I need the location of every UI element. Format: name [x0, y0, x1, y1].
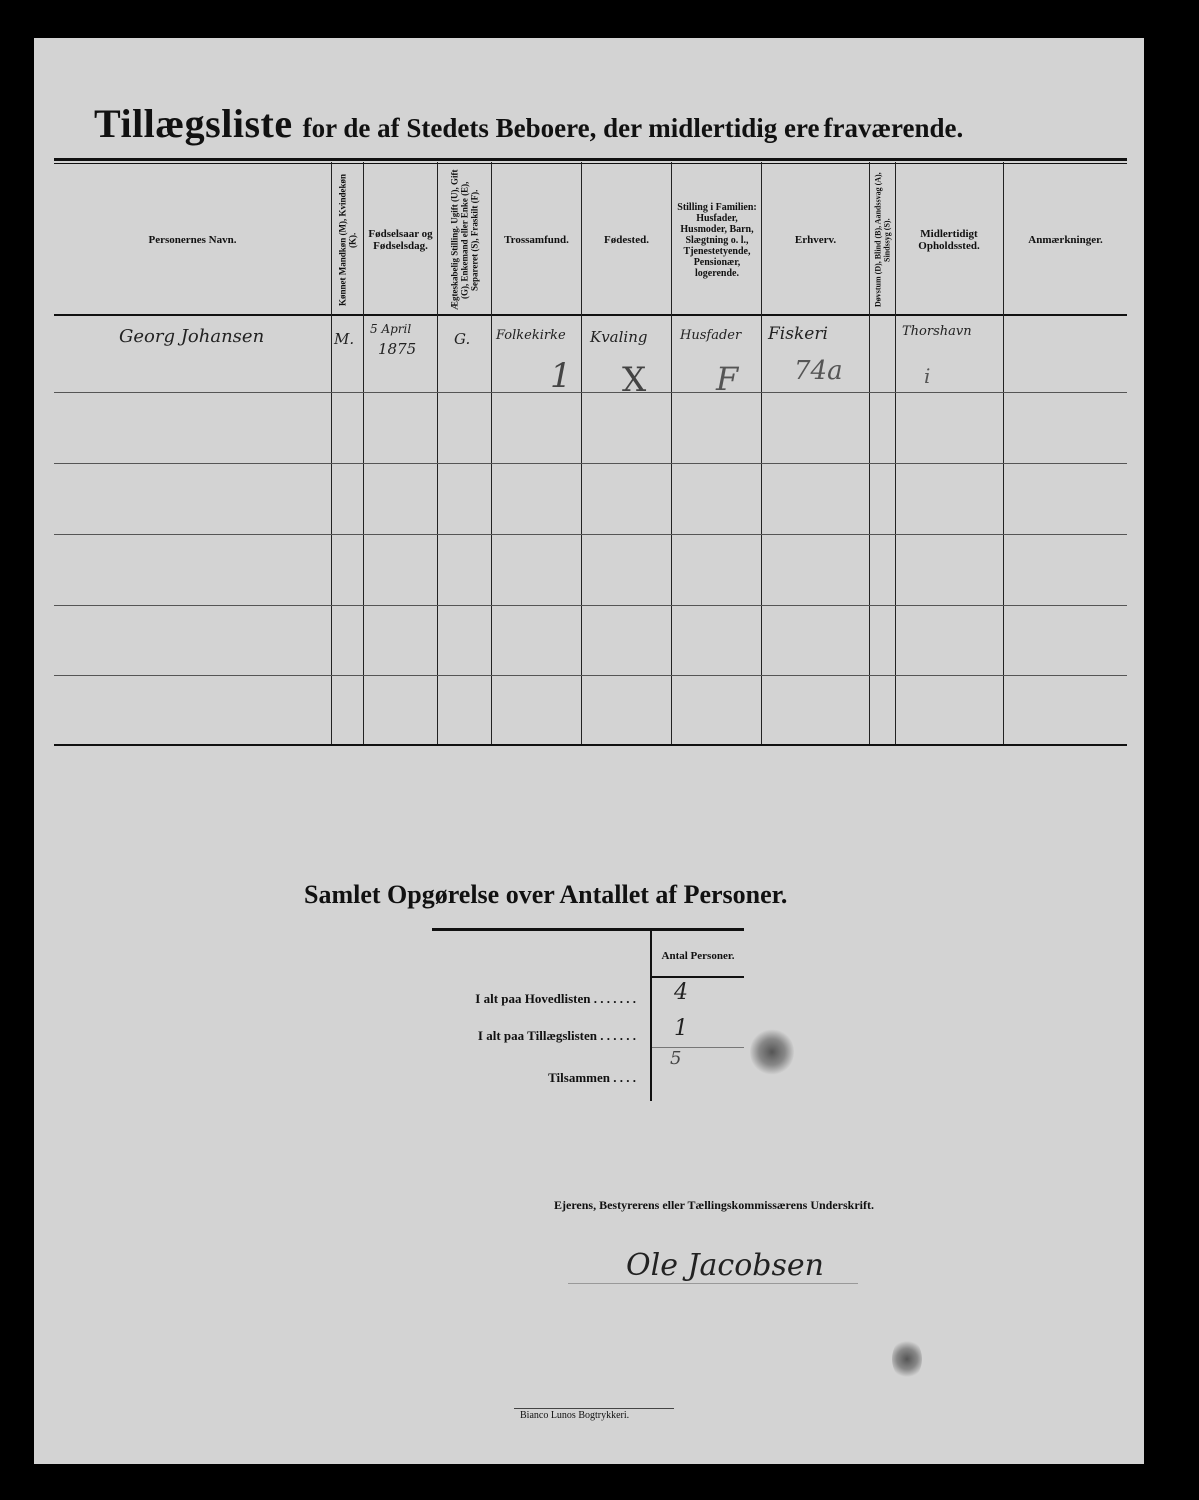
summary-value-main: 4 [674, 980, 688, 1005]
cell-religion: Folkekirke [496, 328, 566, 343]
title-main: Tillægsliste [94, 101, 293, 146]
ink-smudge [750, 1028, 794, 1076]
title-emphasis: fraværende. [823, 113, 964, 143]
summary-header-rule [652, 976, 744, 978]
header-religion: Trossamfund. [504, 234, 569, 246]
signature-caption: Ejerens, Bestyrerens eller Tællingskommissærens Underskrift. [554, 1198, 874, 1212]
header-disability: Døvstum (D), Blind (B), Aandssvag (A), Sindssyg (S). [873, 172, 892, 308]
ink-smudge [892, 1338, 922, 1380]
mark-residence: i [924, 364, 931, 388]
mark-religion: 1 [550, 356, 572, 396]
printer-rule [514, 1408, 674, 1409]
cell-birth-year: 1875 [378, 340, 417, 358]
form-title [94, 100, 1134, 147]
mark-family: F [716, 360, 739, 398]
cell-birthplace: Kvaling [590, 328, 648, 346]
summary-value-supplement: 1 [674, 1016, 688, 1041]
cell-birth-day: 5 April [370, 322, 412, 336]
header-birthplace: Fødested. [604, 234, 649, 246]
header-sex: Kønnet Mandkøn (M), Kvindekøn (K). [337, 173, 358, 307]
row-divider [54, 392, 1127, 393]
summary-label-main: I alt paa Hovedlisten . . . . . . . [475, 991, 636, 1006]
summary-label-supplement: I alt paa Tillægslisten . . . . . . [477, 1028, 636, 1043]
row-divider [54, 534, 1127, 535]
header-occupation: Erhverv. [794, 234, 837, 246]
column-divider [671, 162, 672, 744]
header-birth: Fødselsaar og Fødselsdag. [368, 228, 433, 252]
row-divider [54, 675, 1127, 676]
cell-occupation: Fiskeri [768, 324, 828, 344]
summary-label-total: Tilsammen . . . . [548, 1070, 636, 1085]
mark-birthplace: X [622, 360, 647, 400]
row-divider [54, 605, 1127, 606]
cell-sex: M. [334, 330, 355, 348]
cell-family: Husfader [680, 328, 742, 343]
table-top-rule-thin [54, 163, 1127, 164]
summary-top-rule [432, 928, 744, 931]
header-bottom-rule [54, 314, 1127, 316]
table-top-rule [54, 158, 1127, 161]
summary-value-total: 5 [670, 1048, 682, 1069]
header-residence: Midlertidigt Opholdssted. [918, 228, 980, 252]
cell-residence: Thorshavn [902, 324, 972, 339]
summary-sum-rule [652, 1047, 744, 1048]
column-divider [895, 162, 896, 744]
title-rest: for de af Stedets Beboere, der midlertidig ere [302, 113, 820, 143]
header-name: Personernes Navn. [148, 234, 237, 246]
summary-title: Samlet Opgørelse over Antallet af Personer. [304, 880, 788, 909]
mark-occupation: 74a [794, 356, 843, 386]
cell-name: Georg Johansen [119, 326, 265, 347]
cell-marital: G. [454, 330, 471, 348]
table-bottom-rule [54, 744, 1127, 746]
signature-line [568, 1283, 858, 1284]
header-marital: Ægteskabelig Stilling. Ugift (U), Gift (G), Enkemand eller Enke (E), Separeret (S), Fraskilt (F). [449, 169, 480, 311]
row-divider [54, 463, 1127, 464]
header-family: Stilling i Familien: Husfader, Husmoder, Barn, Slægtning o. l., Tjenestetyende, Pensionær, logerende. [677, 201, 757, 279]
header-remarks: Anmærkninger. [1028, 234, 1103, 246]
summary-column-header: Antal Personer. [661, 950, 735, 962]
signature: Ole Jacobsen [626, 1248, 824, 1283]
census-form [34, 38, 1144, 1464]
printer-imprint: Bianco Lunos Bogtrykkeri. [520, 1410, 630, 1421]
